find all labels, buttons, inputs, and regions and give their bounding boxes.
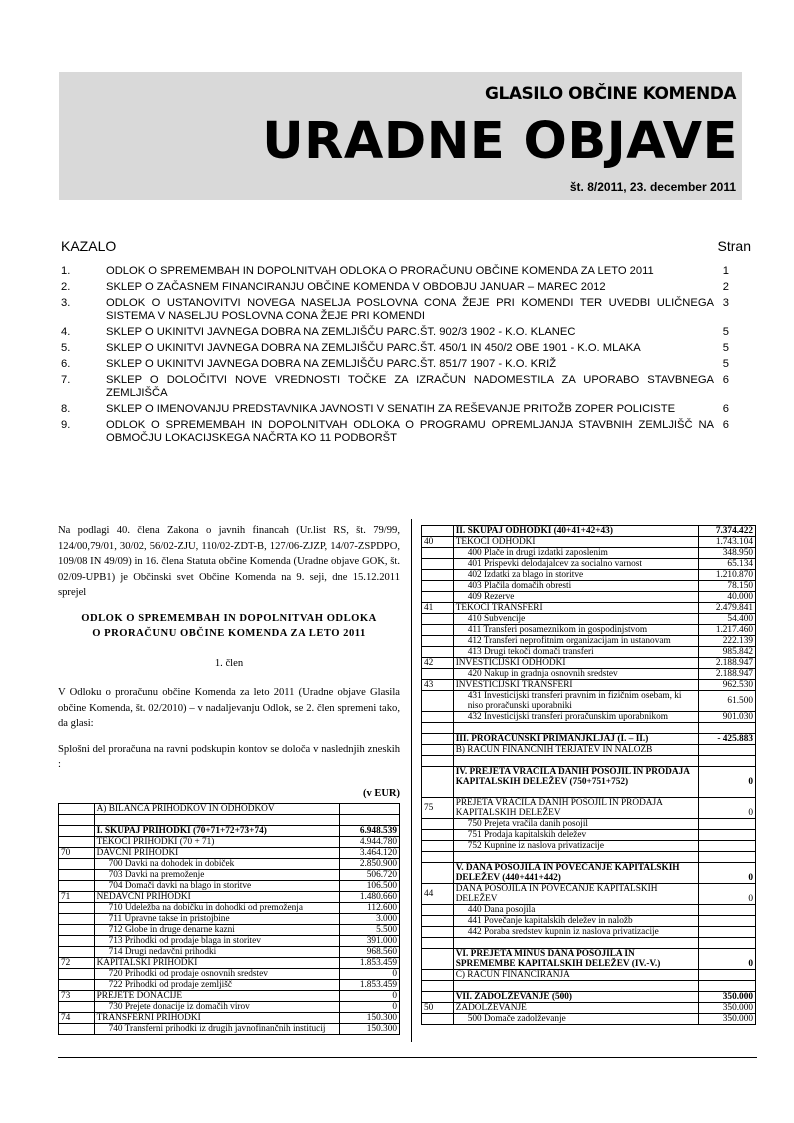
- account-code: [59, 980, 95, 991]
- table-row: [422, 734, 756, 745]
- toc-item: [61, 342, 751, 355]
- account-label: TEKOČI ODHODKI: [453, 537, 699, 548]
- table-row: [59, 969, 400, 980]
- account-label: DAVČNI PRIHODKI: [94, 848, 340, 859]
- account-label: 720 Prihodki od prodaje osnovnih sredstev: [94, 969, 340, 980]
- account-code: [59, 1024, 95, 1035]
- account-value: 0: [699, 884, 756, 905]
- table-row: [59, 1002, 400, 1013]
- account-label: [453, 756, 699, 767]
- account-label: IV. PREJETA VRAČILA DANIH POSOJIL IN PRODAJA KAPITALSKIH DELEŽEV (750+751+752): [453, 767, 699, 798]
- toc-item-page: 5: [722, 342, 729, 354]
- odlok-title-line-1: ODLOK O SPREMEMBAH IN DOPOLNITVAH ODLOKA: [81, 612, 377, 624]
- expenditure-table: [421, 525, 756, 1025]
- account-value: 0: [699, 767, 756, 798]
- table-row: [422, 905, 756, 916]
- table-row: [422, 1014, 756, 1025]
- account-code: [422, 938, 454, 949]
- account-label: 401 Prispevki delodajalcev za socialno varnost: [453, 559, 699, 570]
- toc-item-number: 3.: [61, 297, 71, 309]
- account-label: INVESTICIJSKI ODHODKI: [453, 658, 699, 669]
- table-row: [59, 1024, 400, 1035]
- account-value: 0: [340, 991, 400, 1002]
- table-of-contents: [61, 265, 751, 448]
- account-value: 506.720: [340, 870, 400, 881]
- account-code: [59, 903, 95, 914]
- account-code: [422, 992, 454, 1003]
- account-code: [59, 881, 95, 892]
- bottom-rule: [58, 1057, 757, 1058]
- account-value: 5.500: [340, 925, 400, 936]
- table-row: [422, 712, 756, 723]
- toc-item-page: 1: [722, 265, 729, 277]
- table-row: [422, 537, 756, 548]
- toc-item-title: SKLEP O DOLOČITVI NOVE VREDNOSTI TOČKE ZA IZRAČUN NADOMESTILA ZA UPORABO STAVBNEGA ZEMLJIŠČA: [106, 374, 714, 399]
- account-value: 65.134: [699, 559, 756, 570]
- account-value: 7.374.422: [699, 526, 756, 537]
- account-value: 968.560: [340, 947, 400, 958]
- account-label: 703 Davki na premoženje: [94, 870, 340, 881]
- table-row: [422, 949, 756, 970]
- toc-item: [61, 419, 751, 445]
- toc-item-page: 5: [722, 358, 729, 370]
- account-value: [699, 723, 756, 734]
- account-code: 75: [422, 798, 454, 819]
- account-value: 150.300: [340, 1024, 400, 1035]
- account-label: 712 Globe in druge denarne kazni: [94, 925, 340, 936]
- account-value: 6.948.539: [340, 826, 400, 837]
- account-label: 500 Domače zadolževanje: [453, 1014, 699, 1025]
- account-code: 43: [422, 680, 454, 691]
- account-code: 50: [422, 1003, 454, 1014]
- toc-item: [61, 403, 751, 416]
- account-code: [59, 1002, 95, 1013]
- account-label: 420 Nakup in gradnja osnovnih sredstev: [453, 669, 699, 680]
- toc-item-title: SKLEP O ZAČASNEM FINANCIRANJU OBČINE KOMENDA V OBDOBJU JANUAR – MAREC 2012: [106, 281, 606, 293]
- account-value: 350.000: [699, 1003, 756, 1014]
- account-code: [422, 723, 454, 734]
- toc-item-page: 6: [722, 403, 729, 415]
- account-value: 1.853.459: [340, 980, 400, 991]
- account-label: 740 Transferni prihodki iz drugih javnofinančnih institucij: [94, 1024, 340, 1035]
- table-row: [422, 581, 756, 592]
- toc-item-number: 7.: [61, 374, 71, 386]
- account-label: 403 Plačila domačih obresti: [453, 581, 699, 592]
- account-label: 704 Domači davki na blago in storitve: [94, 881, 340, 892]
- account-value: [699, 852, 756, 863]
- account-code: [59, 859, 95, 870]
- account-code: 73: [59, 991, 95, 1002]
- account-code: [59, 815, 95, 826]
- account-label: 432 Investicijski transferi proračunskim uporabnikom: [453, 712, 699, 723]
- table-row: [59, 980, 400, 991]
- account-value: 2.188.947: [699, 658, 756, 669]
- account-value: 391.000: [340, 936, 400, 947]
- account-value: 3.464.120: [340, 848, 400, 859]
- account-value: 2.850.900: [340, 859, 400, 870]
- account-code: 71: [59, 892, 95, 903]
- account-label: [453, 938, 699, 949]
- table-row: [422, 548, 756, 559]
- toc-item-number: 1.: [61, 265, 71, 277]
- toc-item: [61, 374, 751, 400]
- toc-item-number: 9.: [61, 419, 71, 431]
- table-row: [422, 614, 756, 625]
- account-value: [699, 927, 756, 938]
- expenditure-table-container: [421, 525, 756, 1025]
- account-label: 713 Prihodki od prodaje blaga in storitev: [94, 936, 340, 947]
- toc-item-page: 6: [722, 419, 729, 431]
- account-label: 700 Davki na dohodek in dobiček: [94, 859, 340, 870]
- masthead: [59, 72, 742, 200]
- account-code: [422, 647, 454, 658]
- account-label: 441 Povečanje kapitalskih deležev in naložb: [453, 916, 699, 927]
- account-code: [59, 925, 95, 936]
- toc-item-title: SKLEP O UKINITVI JAVNEGA DOBRA NA ZEMLJIŠČU PARC.ŠT. 450/1 IN 450/2 OBE 1901 - K.O. MLAKA: [106, 342, 641, 354]
- account-value: 1.217.460: [699, 625, 756, 636]
- account-code: [422, 734, 454, 745]
- account-code: [422, 625, 454, 636]
- table-row: [422, 938, 756, 949]
- table-row: [422, 1003, 756, 1014]
- table-row: [422, 992, 756, 1003]
- table-row: [59, 881, 400, 892]
- account-label: PREJETA VRAČILA DANIH POSOJIL IN PRODAJA KAPITALSKIH DELEŽEV: [453, 798, 699, 819]
- table-row: [422, 559, 756, 570]
- toc-item-number: 2.: [61, 281, 71, 293]
- account-label: I. SKUPAJ PRIHODKI (70+71+72+73+74): [94, 826, 340, 837]
- account-label: TRANSFERNI PRIHODKI: [94, 1013, 340, 1024]
- account-code: [422, 691, 454, 712]
- toc-item: [61, 326, 751, 339]
- account-label: 750 Prejeta vračila danih posojil: [453, 819, 699, 830]
- account-code: [422, 767, 454, 798]
- account-label: ZADOLŽEVANJE: [453, 1003, 699, 1014]
- account-code: [422, 916, 454, 927]
- account-value: - 425.883: [699, 734, 756, 745]
- account-value: 1.853.459: [340, 958, 400, 969]
- currency-unit: (v EUR): [362, 788, 400, 799]
- odlok-title: [58, 611, 400, 642]
- account-value: 106.500: [340, 881, 400, 892]
- account-label: NEDAVČNI PRIHODKI: [94, 892, 340, 903]
- account-label: [453, 981, 699, 992]
- account-label: 411 Transferi posameznikom in gospodinjstvom: [453, 625, 699, 636]
- account-value: 1.480.660: [340, 892, 400, 903]
- intro-paragraph: Na podlagi 40. člena Zakona o javnih financah (Ur.list RS, št. 79/99, 124/00,79/01, 30/02, 56/02-ZJU, 110/02-ZDT-B, 127/06-ZJZP, 14/07-ZSPDPO, 109/08 IN 49/09) in 16. člena Statuta občine Komenda (Uradne objave GOK, št. 02/09-UPB1) je Občinski svet Občine Komenda na 9. seji, dne 15.12.2011 sprejel: [58, 525, 400, 598]
- account-value: [699, 819, 756, 830]
- table-row: [422, 863, 756, 884]
- account-code: [422, 905, 454, 916]
- revenue-table-container: [58, 803, 400, 1035]
- table-row: [422, 745, 756, 756]
- table-row: [422, 625, 756, 636]
- table-row: [59, 914, 400, 925]
- account-value: 350.000: [699, 1014, 756, 1025]
- toc-page-heading: Stran: [717, 238, 751, 254]
- account-value: 0: [340, 1002, 400, 1013]
- account-code: [422, 863, 454, 884]
- account-code: [59, 804, 95, 815]
- account-value: [699, 970, 756, 981]
- account-code: [59, 969, 95, 980]
- account-code: [59, 947, 95, 958]
- account-code: [422, 526, 454, 537]
- account-value: 0: [340, 969, 400, 980]
- account-label: 410 Subvencije: [453, 614, 699, 625]
- revenue-table: [58, 803, 400, 1035]
- account-code: [59, 870, 95, 881]
- toc-header: [61, 238, 751, 254]
- account-value: [699, 841, 756, 852]
- toc-item-title: SKLEP O UKINITVI JAVNEGA DOBRA NA ZEMLJIŠČU PARC.ŠT. 902/3 1902 - K.O. KLANEC: [106, 326, 576, 338]
- account-code: [59, 936, 95, 947]
- table-row: [422, 830, 756, 841]
- account-label: A) BILANCA PRIHODKOV IN ODHODKOV: [94, 804, 340, 815]
- account-value: 2.188.947: [699, 669, 756, 680]
- account-value: 0: [699, 798, 756, 819]
- account-code: [422, 570, 454, 581]
- account-code: [422, 581, 454, 592]
- account-value: 40.000: [699, 592, 756, 603]
- table-row: [59, 1013, 400, 1024]
- account-label: 752 Kupnine iz naslova privatizacije: [453, 841, 699, 852]
- publication-title: URADNE OBJAVE: [262, 112, 738, 171]
- table-row: [422, 884, 756, 905]
- table-row: [422, 647, 756, 658]
- account-value: 0: [699, 863, 756, 884]
- account-code: [422, 669, 454, 680]
- account-label: [453, 852, 699, 863]
- account-label: V. DANA POSOJILA IN POVEČANJE KAPITALSKIH DELEŽEV (440+441+442): [453, 863, 699, 884]
- toc-heading: KAZALO: [61, 238, 117, 254]
- table-row: [422, 592, 756, 603]
- odlok-title-line-2: O PRORAČUNU OBČINE KOMENDA ZA LETO 2011: [92, 628, 366, 639]
- table-row: [422, 636, 756, 647]
- account-code: [422, 548, 454, 559]
- account-code: [422, 636, 454, 647]
- account-value: 2.479.841: [699, 603, 756, 614]
- toc-item-number: 8.: [61, 403, 71, 415]
- account-value: [699, 916, 756, 927]
- account-label: 722 Prihodki od prodaje zemljišč: [94, 980, 340, 991]
- table-row: [59, 925, 400, 936]
- table-row: [422, 841, 756, 852]
- account-value: [699, 981, 756, 992]
- toc-item-title: ODLOK O SPREMEMBAH IN DOPOLNITVAH ODLOKA O PRORAČUNU OBČINE KOMENDA ZA LETO 2011: [106, 265, 654, 277]
- account-code: [422, 559, 454, 570]
- account-code: [422, 614, 454, 625]
- account-code: 41: [422, 603, 454, 614]
- account-value: 78.150: [699, 581, 756, 592]
- account-code: [422, 841, 454, 852]
- account-value: 54.400: [699, 614, 756, 625]
- account-label: VI. PREJETA MINUS DANA POSOJILA IN SPREMEMBE KAPITALSKIH DELEŽEV (IV.-V.): [453, 949, 699, 970]
- account-label: B) RAČUN FINANČNIH TERJATEV IN NALOŽB: [453, 745, 699, 756]
- account-code: 44: [422, 884, 454, 905]
- account-code: [422, 756, 454, 767]
- account-code: [59, 826, 95, 837]
- account-label: [94, 815, 340, 826]
- account-label: PREJETE DONACIJE: [94, 991, 340, 1002]
- account-label: 440 Dana posojila: [453, 905, 699, 916]
- table-row: [59, 870, 400, 881]
- account-label: 711 Upravne takse in pristojbine: [94, 914, 340, 925]
- table-row: [422, 669, 756, 680]
- account-value: 985.842: [699, 647, 756, 658]
- toc-item-page: 2: [722, 281, 729, 293]
- table-row: [422, 767, 756, 798]
- table-row: [422, 798, 756, 819]
- account-label: KAPITALSKI PRIHODKI: [94, 958, 340, 969]
- account-value: [699, 745, 756, 756]
- table-row: [59, 958, 400, 969]
- table-row: [59, 848, 400, 859]
- account-code: 40: [422, 537, 454, 548]
- toc-item-title: SKLEP O UKINITVI JAVNEGA DOBRA NA ZEMLJIŠČU PARC.ŠT. 851/7 1907 - K.O. KRIŽ: [106, 358, 557, 370]
- account-value: [699, 756, 756, 767]
- account-value: 962.530: [699, 680, 756, 691]
- account-code: [422, 819, 454, 830]
- account-value: 901.030: [699, 712, 756, 723]
- toc-item-page: 6: [722, 374, 729, 386]
- account-label: 442 Poraba sredstev kupnin iz naslova privatizacije: [453, 927, 699, 938]
- table-row: [422, 723, 756, 734]
- issue-number: št. 8/2011, 23. december 2011: [569, 180, 736, 194]
- account-value: 61.500: [699, 691, 756, 712]
- table-row: [59, 826, 400, 837]
- table-row: [59, 837, 400, 848]
- account-code: [422, 1014, 454, 1025]
- article-paragraph-2: Splošni del proračuna na ravni podskupin kontov se določa v naslednjih zneskih :: [58, 743, 400, 770]
- account-label: TEKOČI PRIHODKI (70 + 71): [94, 837, 340, 848]
- table-row: [422, 819, 756, 830]
- toc-item-title: ODLOK O SPREMEMBAH IN DOPOLNITVAH ODLOKA O PROGRAMU OPREMLJANJA STAVBNIH ZEMLJIŠČ NA OBMOČJU LOKACIJSKEGA NAČRTA KO 11 PODBORŠT: [106, 419, 714, 444]
- toc-item: [61, 265, 751, 278]
- toc-item-title: SKLEP O IMENOVANJU PREDSTAVNIKA JAVNOSTI V SENATIH ZA REŠEVANJE PRITOŽB ZOPER POLICISTE: [106, 403, 676, 415]
- table-row: [422, 756, 756, 767]
- account-label: 400 Plače in drugi izdatki zaposlenim: [453, 548, 699, 559]
- toc-item-page: 5: [722, 326, 729, 338]
- account-label: 431 Investicijski transferi pravnim in fizičnim osebam, ki niso proračunski uporabniki: [453, 691, 699, 712]
- account-code: 72: [59, 958, 95, 969]
- toc-item-number: 4.: [61, 326, 71, 338]
- table-row: [59, 947, 400, 958]
- table-row: [422, 927, 756, 938]
- toc-item: [61, 297, 751, 323]
- account-value: 150.300: [340, 1013, 400, 1024]
- toc-item-number: 5.: [61, 342, 71, 354]
- account-value: 1.743.104: [699, 537, 756, 548]
- table-row: [59, 892, 400, 903]
- account-code: [422, 830, 454, 841]
- toc-item: [61, 281, 751, 294]
- odlok-text: [58, 523, 400, 783]
- table-row: [422, 852, 756, 863]
- toc-item-number: 6.: [61, 358, 71, 370]
- table-row: [59, 815, 400, 826]
- table-row: [422, 526, 756, 537]
- account-code: 70: [59, 848, 95, 859]
- account-code: [422, 745, 454, 756]
- account-value: 348.950: [699, 548, 756, 559]
- table-row: [59, 991, 400, 1002]
- account-label: 751 Prodaja kapitalskih deležev: [453, 830, 699, 841]
- account-label: 714 Drugi nedavčni prihodki: [94, 947, 340, 958]
- account-label: DANA POSOJILA IN POVEČANJE KAPITALSKIH DELEŽEV: [453, 884, 699, 905]
- publication-name: GLASILO OBČINE KOMENDA: [485, 84, 736, 104]
- toc-item-page: 3: [722, 297, 729, 309]
- account-label: 412 Transferi neprofitnim organizacijam in ustanovam: [453, 636, 699, 647]
- account-value: 222.139: [699, 636, 756, 647]
- account-code: [422, 852, 454, 863]
- account-value: [340, 804, 400, 815]
- account-label: 730 Prejete donacije iz domačih virov: [94, 1002, 340, 1013]
- account-value: 350.000: [699, 992, 756, 1003]
- account-code: [59, 914, 95, 925]
- table-row: [59, 936, 400, 947]
- article-paragraph-1: V Odloku o proračunu občine Komenda za leto 2011 (Uradne objave Glasila občine Komenda, št. 02/2010) – v nadaljevanju Odlok, se 2. člen spremeni tako, da glasi:: [58, 687, 400, 729]
- table-row: [59, 804, 400, 815]
- account-label: INVESTICIJSKI TRANSFERI: [453, 680, 699, 691]
- account-label: [453, 723, 699, 734]
- account-code: [422, 981, 454, 992]
- column-divider: [411, 519, 412, 1042]
- account-code: [422, 927, 454, 938]
- account-value: 4.944.780: [340, 837, 400, 848]
- account-code: 42: [422, 658, 454, 669]
- account-code: [422, 970, 454, 981]
- account-code: [59, 837, 95, 848]
- table-row: [422, 570, 756, 581]
- table-row: [422, 916, 756, 927]
- account-label: 710 Udeležba na dobičku in dohodki od premoženja: [94, 903, 340, 914]
- account-value: 1.210.870: [699, 570, 756, 581]
- account-value: [699, 938, 756, 949]
- table-row: [59, 859, 400, 870]
- account-label: C) RAČUN FINANCIRANJA: [453, 970, 699, 981]
- account-code: [422, 712, 454, 723]
- table-row: [422, 658, 756, 669]
- account-value: [699, 905, 756, 916]
- account-label: 409 Rezerve: [453, 592, 699, 603]
- account-label: 402 Izdatki za blago in storitve: [453, 570, 699, 581]
- account-value: 0: [699, 949, 756, 970]
- toc-item-title: ODLOK O USTANOVITVI NOVEGA NASELJA POSLOVNA CONA ŽEJE PRI KOMENDI TER UVEDBI ULIČNEGA SISTEMA V NASELJU POSLOVNA CONA ŽEJE PRI KOMENDI: [106, 297, 714, 322]
- account-label: II. SKUPAJ ODHODKI (40+41+42+43): [453, 526, 699, 537]
- account-label: VII. ZADOLŽEVANJE (500): [453, 992, 699, 1003]
- account-value: 112.600: [340, 903, 400, 914]
- account-label: 413 Drugi tekoči domači transferi: [453, 647, 699, 658]
- account-value: [340, 815, 400, 826]
- account-code: 74: [59, 1013, 95, 1024]
- table-row: [422, 981, 756, 992]
- account-label: TEKOČI TRANSFERI: [453, 603, 699, 614]
- account-code: [422, 949, 454, 970]
- table-row: [59, 903, 400, 914]
- account-label: III. PRORAČUNSKI PRIMANJKLJAJ (I. – II.): [453, 734, 699, 745]
- table-row: [422, 970, 756, 981]
- table-row: [422, 680, 756, 691]
- account-value: [699, 830, 756, 841]
- toc-item: [61, 358, 751, 371]
- table-row: [422, 603, 756, 614]
- account-value: 3.000: [340, 914, 400, 925]
- account-code: [422, 592, 454, 603]
- table-row: [422, 691, 756, 712]
- article-heading: 1. člen: [214, 657, 244, 669]
